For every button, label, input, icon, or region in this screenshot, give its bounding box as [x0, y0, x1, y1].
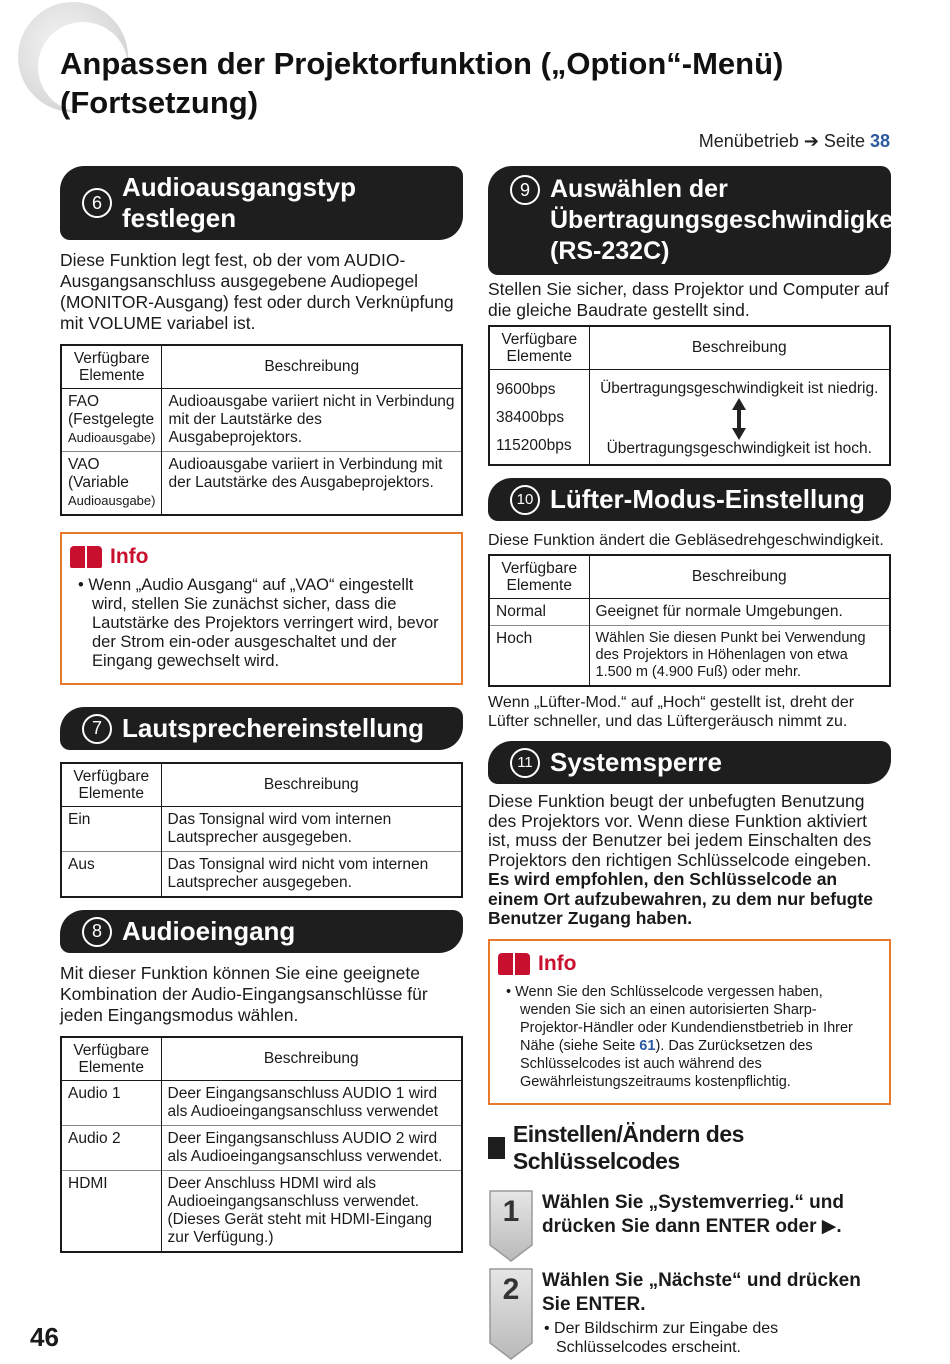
section-6-header — [60, 166, 463, 240]
element-description: Deer Eingangsanschluss AUDIO 1 wird als Audioeingangsanschluss verwendet — [167, 1085, 439, 1120]
table-header-elements: Verfügbare Elemente — [61, 345, 162, 389]
section-9-title-line2: Übertragungsgeschwindigkeit — [550, 206, 909, 234]
section-7-header — [60, 707, 463, 750]
step-badge — [488, 1267, 534, 1363]
step-note: • Der Bildschirm zur Eingabe des Schlüsselcodes erscheint. — [544, 1319, 779, 1356]
info-title: Info — [110, 545, 149, 568]
table-row — [61, 389, 462, 452]
subsection-title: Einstellen/Ändern des Schlüsselcodes — [512, 1120, 744, 1174]
section-8-number: 8 — [82, 917, 112, 947]
section-11-intro — [488, 792, 891, 929]
element-name: FAO — [68, 393, 100, 410]
info-text — [498, 983, 877, 1091]
element-description: Das Tonsignal wird vom internen Lautsprecher ausgegeben. — [167, 811, 392, 846]
element-name-sub2: Audioausgabe) — [68, 493, 156, 508]
baud-rate: 38400bps — [496, 409, 565, 426]
subsection-header — [488, 1121, 891, 1175]
section-11-intro-text: Diese Funktion beugt der unbefugten Benutzung des Projektors vor. Wenn diese Funktion aktiviert ist, muss der Benutzer bei jedem Einschalten des Projektors den richtigen Schlüsselcode eingeben. — [488, 791, 872, 870]
menu-ref-text: Menübetrieb ➔ Seite — [698, 131, 870, 151]
element-description: Wählen Sie diesen Punkt bei Verwendung des Projektors in Höhenlagen von etwa 1.500 m (4.900 Fuß) oder mehr. — [589, 626, 890, 687]
section-10-title: Lüfter-Modus-Einstellung — [550, 484, 865, 514]
table-header-elements: Verfügbare Elemente — [61, 763, 161, 807]
section-9-intro: Stellen Sie sicher, dass Projektor und Computer auf die gleiche Baudrate gestellt sind. — [488, 279, 889, 320]
step-2 — [488, 1267, 891, 1363]
section-6-table — [60, 344, 463, 516]
section-7-table — [60, 762, 463, 898]
section-8-table — [60, 1036, 463, 1253]
info-text-part-a: • Wenn Sie den Schlüsselcode vergessen haben, wenden Sie sich an einen autorisierten Sharp-Projektor-Händler oder Kundendienstbetrieb in Ihrer Nähe (siehe Seite — [506, 983, 853, 1054]
table-row — [61, 452, 462, 516]
info-title: Info — [538, 951, 577, 975]
section-11-number: 11 — [510, 748, 540, 778]
left-column — [60, 166, 463, 1265]
section-10-note: Wenn „Lüfter-Mod.“ auf „Hoch“ gestellt ist, dreht der Lüfter schneller, und das Lüftergeräusch nimmt zu. — [488, 694, 855, 730]
section-9-title-line1: Auswählen der — [550, 175, 728, 203]
table-row — [61, 852, 462, 898]
page-title-line2: (Fortsetzung) — [60, 85, 259, 120]
table-row — [61, 807, 462, 852]
section-7-title: Lautsprechereinstellung — [122, 713, 424, 743]
table-row — [489, 599, 890, 626]
element-name: Normal — [489, 599, 589, 626]
table-header-elements: Verfügbare Elemente — [489, 555, 589, 599]
section-11-intro-bold: Es wird empfohlen, den Schlüsselcode an einem Ort aufzubewahren, zu dem nur befugte Benutzer Zugang haben. — [488, 869, 874, 928]
menu-ref-page-link[interactable]: 38 — [869, 131, 890, 151]
section-8-intro: Mit dieser Funktion können Sie eine geeignete Kombination der Audio-Eingangsanschlüsse für jeden Eingangsmodus wählen. — [60, 963, 428, 1025]
step-1 — [488, 1189, 891, 1265]
right-column — [488, 166, 909, 1363]
section-10-number: 10 — [510, 485, 540, 515]
element-name-sub: (Festgelegte — [68, 411, 155, 428]
section-6-info-box — [60, 532, 463, 685]
section-9-number: 9 — [510, 175, 540, 205]
element-name: HDMI — [61, 1171, 161, 1253]
table-row — [61, 1081, 462, 1126]
square-bullet-icon — [488, 1137, 505, 1159]
step-title: Wählen Sie „Systemverrieg.“ und drücken Sie dann ENTER oder ▶. — [542, 1191, 844, 1237]
element-name: Aus — [61, 852, 161, 898]
element-name-sub2: Audioausgabe) — [68, 430, 156, 445]
step-number: 2 — [502, 1272, 520, 1306]
element-name: Hoch — [489, 626, 589, 687]
up-down-arrow-icon — [731, 398, 747, 440]
section-11-header — [488, 741, 891, 784]
element-description: Das Tonsignal wird nicht vom internen Lautsprecher ausgegeben. — [161, 852, 462, 898]
table-header-elements: Verfügbare Elemente — [61, 1037, 161, 1081]
table-header-elements: Verfügbare Elemente — [489, 326, 589, 370]
element-name: Audio 2 — [61, 1126, 161, 1171]
element-name: Ein — [61, 807, 161, 852]
table-row — [61, 1171, 462, 1253]
section-8-title: Audioeingang — [122, 916, 296, 946]
table-header-description: Beschreibung — [161, 763, 462, 807]
table-row — [489, 370, 890, 466]
section-7-number: 7 — [82, 714, 112, 744]
element-description: Deer Eingangsanschluss AUDIO 2 wird als Audioeingangsanschluss verwendet. — [161, 1126, 462, 1171]
table-header-description: Beschreibung — [161, 1037, 462, 1081]
section-11-title: Systemsperre — [550, 747, 722, 777]
step-badge — [488, 1189, 534, 1265]
menu-reference — [699, 131, 890, 152]
baud-rate: 115200bps — [496, 437, 572, 454]
info-text-part-b: ). Das Zurücksetzen des Schlüsselcodes ist auch während des Gewährleistungszeitraums kostenpflichtig. — [520, 1037, 813, 1090]
table-header-description: Beschreibung — [589, 555, 890, 599]
page-title-line1: Anpassen der Projektorfunktion („Option“-Menü) — [60, 46, 784, 81]
section-9-title-line3: (RS-232C) — [550, 237, 670, 265]
info-page-link[interactable]: 61 — [639, 1037, 656, 1054]
element-name-sub: (Variable — [68, 474, 129, 491]
speed-low-text: Übertragungsgeschwindigkeit ist niedrig. — [600, 380, 879, 397]
section-10-header — [488, 478, 891, 521]
section-6-intro: Diese Funktion legt fest, ob der vom AUDIO-Ausgangsanschluss ausgegebene Audiopegel (MONITOR-Ausgang) fest oder durch Verknüpfung mit VOLUME variabel ist. — [60, 250, 454, 333]
table-header-description: Beschreibung — [589, 326, 890, 370]
element-description: Audioausgabe variiert nicht in Verbindung mit der Lautstärke des Ausgabeprojektors. — [168, 393, 455, 446]
table-header-description: Beschreibung — [162, 345, 462, 389]
section-10-table — [488, 554, 891, 687]
step-number: 1 — [502, 1194, 520, 1228]
step-title: Wählen Sie „Nächste“ und drücken Sie ENTER. — [542, 1269, 861, 1315]
section-6-number: 6 — [82, 188, 112, 218]
element-name: VAO — [68, 456, 100, 473]
section-10-intro: Diese Funktion ändert die Gebläsedrehgeschwindigkeit. — [488, 532, 884, 549]
page-title — [60, 44, 900, 122]
section-8-header — [60, 910, 463, 953]
element-description: Geeignet für normale Umgebungen. — [595, 603, 843, 620]
table-row — [61, 1126, 462, 1171]
section-6-title: Audioausgangstyp festlegen — [122, 172, 357, 233]
page-number: 46 — [30, 1322, 59, 1352]
table-row — [489, 626, 890, 687]
info-text: • Wenn „Audio Ausgang“ auf „VAO“ eingestellt wird, stellen Sie zunächst sicher, dass die Lautstärke des Projektors verringert wird, bevor der Strom ein-oder ausgeschaltet und der Eingang gewechselt wird. — [78, 576, 439, 670]
book-icon — [498, 951, 530, 977]
speed-high-text: Übertragungsgeschwindigkeit ist hoch. — [606, 440, 872, 457]
section-11-info-box — [488, 939, 891, 1105]
book-icon — [70, 544, 102, 570]
element-description: Deer Anschluss HDMI wird als Audioeingangsanschluss verwendet. (Dieses Gerät steht mit HDMI-Eingang zur Verfügung.) — [161, 1171, 462, 1253]
section-9-table — [488, 325, 891, 466]
baud-rate: 9600bps — [496, 381, 556, 398]
section-9-header — [488, 166, 909, 275]
element-description: Audioausgabe variiert in Verbindung mit der Lautstärke des Ausgabeprojektors. — [162, 452, 462, 516]
element-name: Audio 1 — [61, 1081, 161, 1126]
